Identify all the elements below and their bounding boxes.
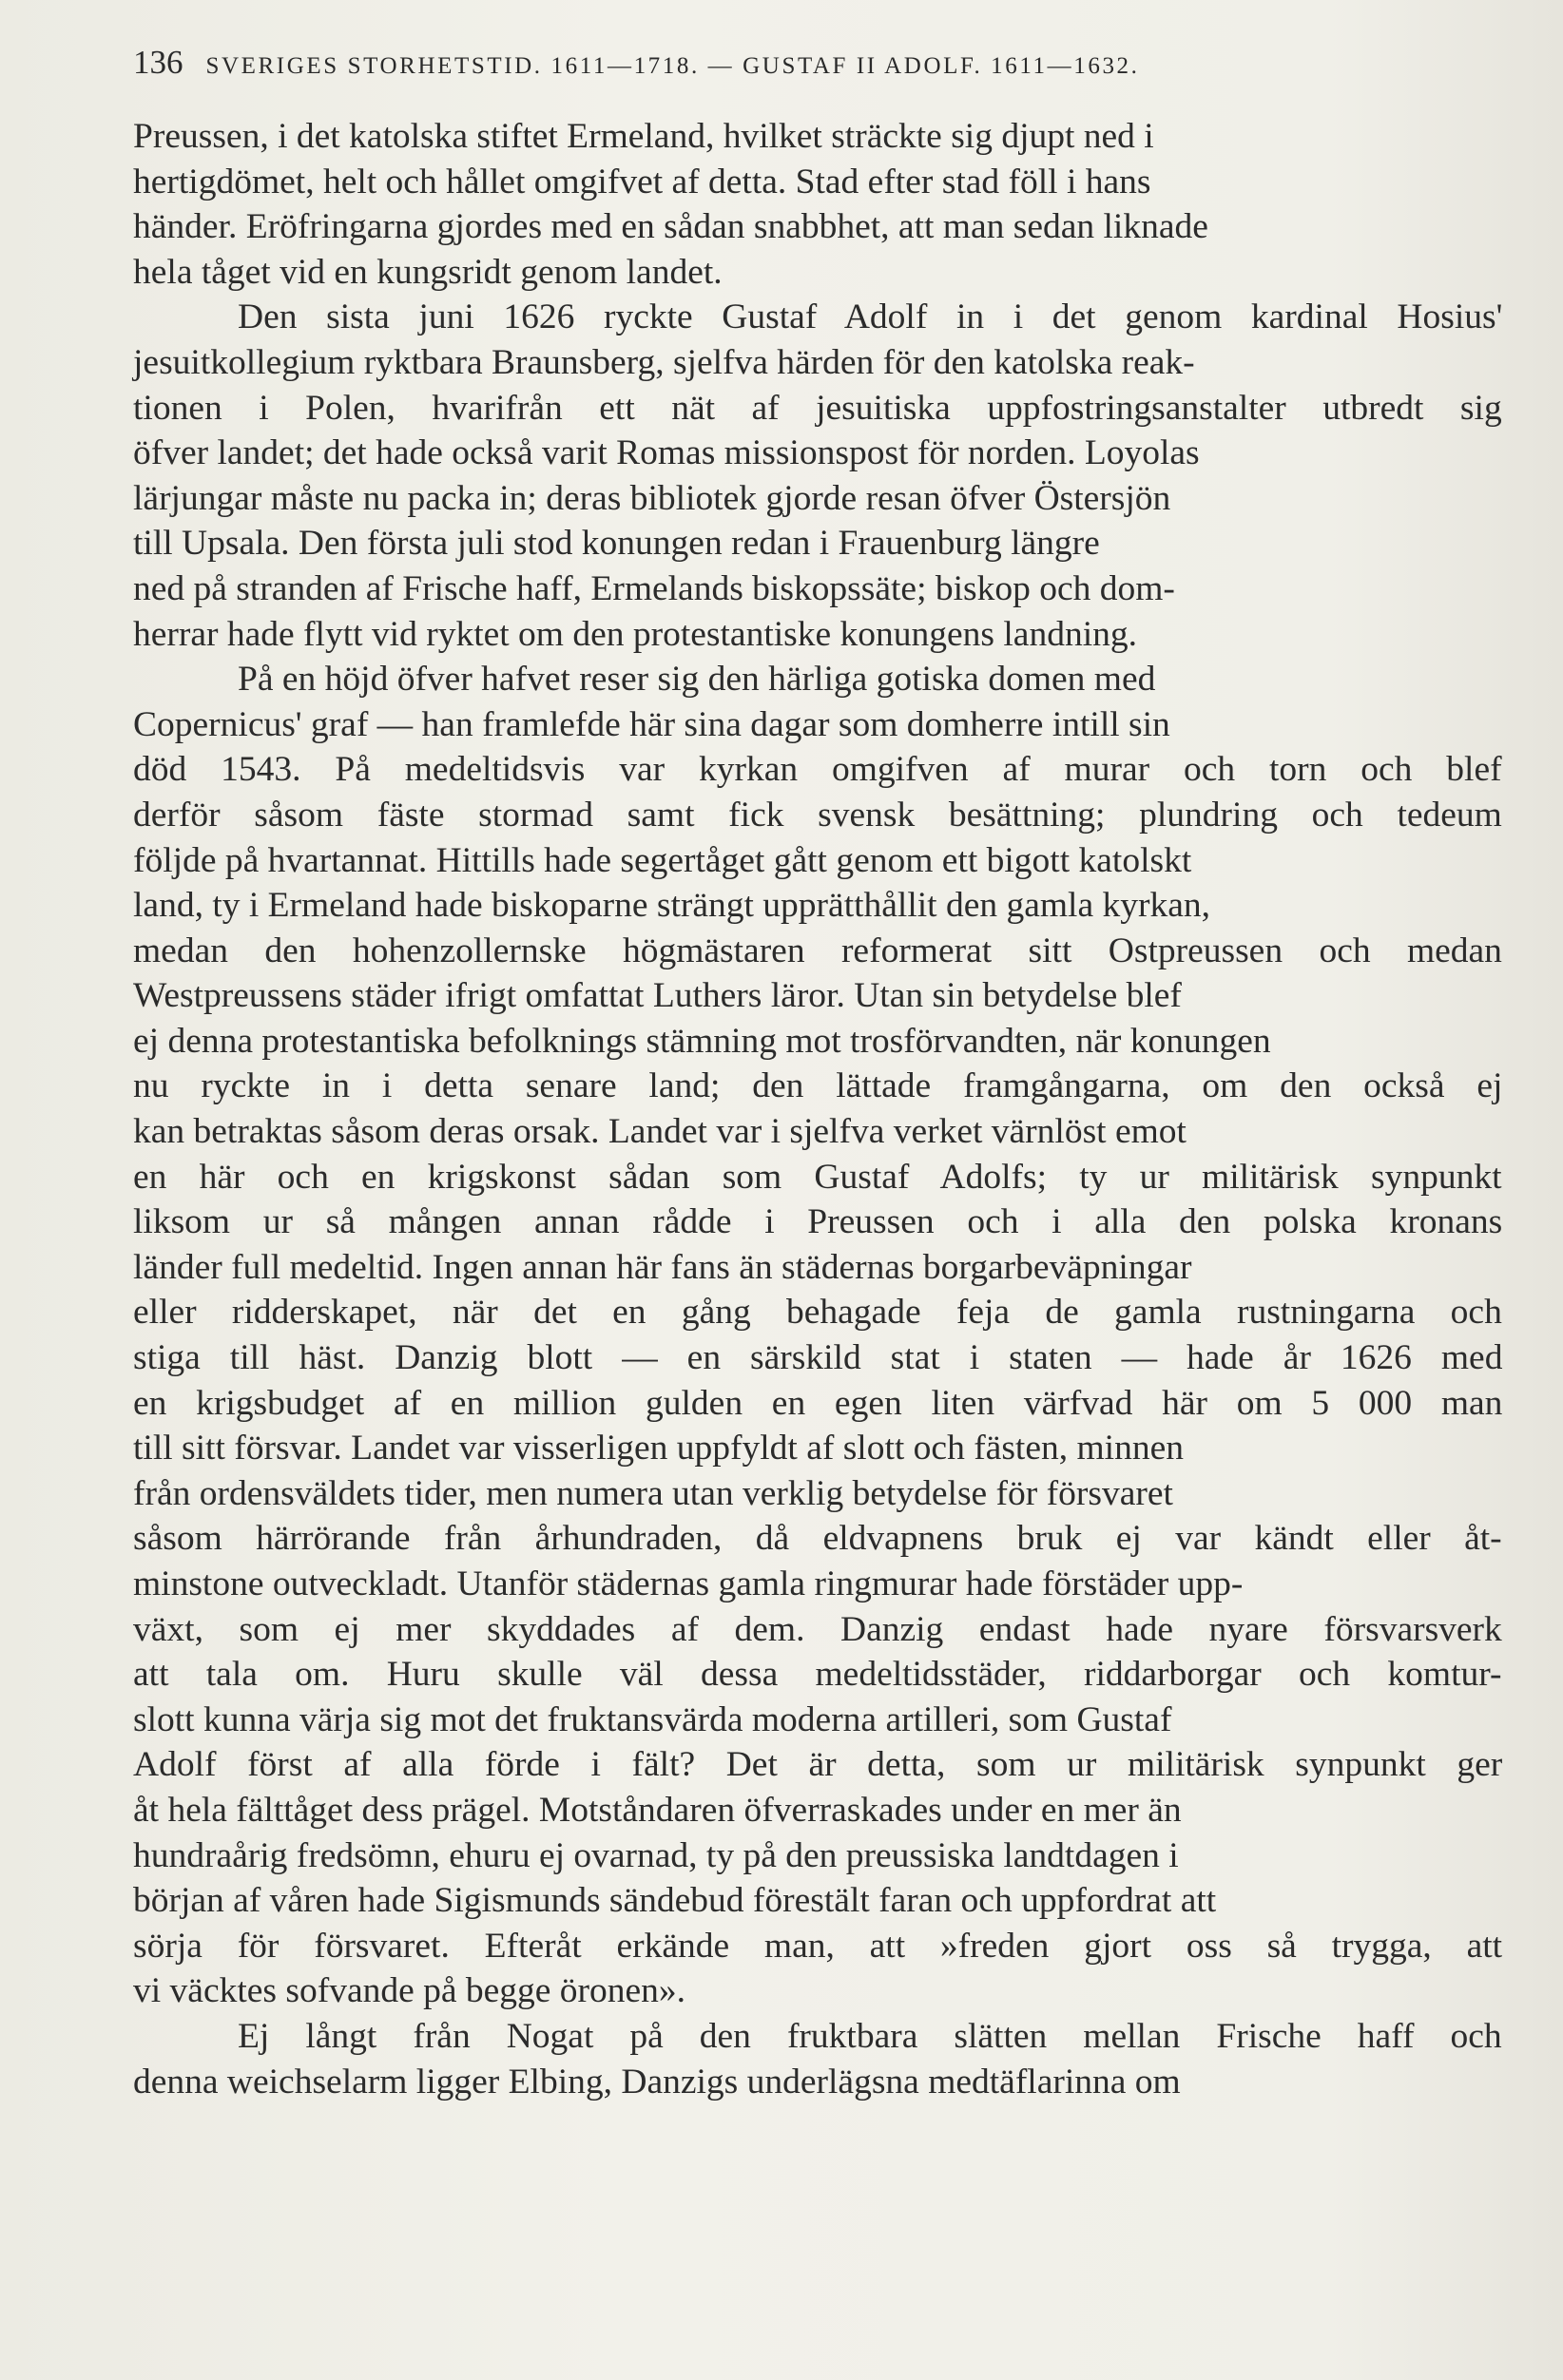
text-line: ej denna protestantiska befolknings stämning mot trosförvandten, när konungen [133, 1021, 1271, 1061]
text-line: hundraårig fredsömn, ehuru ej ovarnad, ty på den preussiska landtdagen i [133, 1835, 1179, 1875]
text-line: hertigdömet, helt och hållet omgifvet af detta. Stad efter stad föll i hans [133, 162, 1151, 202]
text-line: Westpreussens städer ifrigt omfattat Luthers läror. Utan sin betydelse blef [133, 976, 1182, 1016]
text-line: stiga till häst. Danzig blott — en särskild stat i staten — hade år 1626 med [133, 1338, 1503, 1378]
text-line: såsom härrörande från århundraden, då eldvapnens bruk ej var kändt eller åt- [133, 1519, 1502, 1559]
text-line: jesuitkollegium ryktbara Braunsberg, sjelfva härden för den katolska reak- [133, 342, 1195, 382]
text-line: Den sista juni 1626 ryckte Gustaf Adolf in i det genom kardinal Hosius' [238, 298, 1503, 337]
text-line: händer. Eröfringarna gjordes med en sådan snabbhet, att man sedan liknade [133, 207, 1208, 247]
text-line: en här och en krigskonst sådan som Gustaf Adolfs; ty ur militärisk synpunkt [133, 1157, 1502, 1197]
text-line: kan betraktas såsom deras orsak. Landet var i sjelfva verket värnlöst emot [133, 1112, 1187, 1152]
text-line: slott kunna värja sig mot det fruktansvärda moderna artilleri, som Gustaf [133, 1699, 1172, 1739]
text-line: derför såsom fäste stormad samt fick svensk besättning; plundring och tedeum [133, 795, 1502, 835]
text-line: Ej långt från Nogat på den fruktbara slätten mellan Frische haff och [238, 2016, 1502, 2056]
text-line: åt hela fälttåget dess prägel. Motståndaren öfverraskades under en mer än [133, 1790, 1182, 1830]
text-line: eller ridderskapet, när det en gång behagade feja de gamla rustningarna och [133, 1293, 1502, 1333]
text-line: På en höjd öfver hafvet reser sig den härliga gotiska domen med [238, 660, 1156, 700]
text-line: Adolf först af alla förde i fält? Det är detta, som ur militärisk synpunkt ger [133, 1745, 1503, 1785]
text-line: att tala om. Huru skulle väl dessa medeltidsstäder, riddarborgar och komtur- [133, 1655, 1502, 1695]
text-line: Preussen, i det katolska stiftet Ermeland, hvilket sträckte sig djupt ned i [133, 117, 1154, 156]
text-line: lärjungar måste nu packa in; deras bibliotek gjorde resan öfver Östersjön [133, 478, 1171, 518]
running-title: SVERIGES STORHETSTID. 1611—1718. — GUSTAF II ADOLF. 1611—1632. [205, 53, 1140, 79]
text-line: hela tåget vid en kungsridt genom landet. [133, 252, 723, 292]
text-line: liksom ur så mången annan rådde i Preussen och i alla den polska kronans [133, 1202, 1503, 1242]
text-line: nu ryckte in i detta senare land; den lättade framgångarna, om den också ej [133, 1066, 1503, 1106]
text-line: vi väcktes sofvande på begge öronen». [133, 1971, 686, 2011]
page-header [133, 44, 1483, 91]
text-line: sörja för försvaret. Efteråt erkände man, att »freden gjort oss så trygga, att [133, 1926, 1503, 1966]
page-number: 136 [133, 44, 183, 81]
text-line: till sitt försvar. Landet var visserligen uppfyldt af slott och fästen, minnen [133, 1429, 1184, 1468]
text-line: början af våren hade Sigismunds sändebud förestält faran och uppfordrat att [133, 1881, 1217, 1921]
text-line: Copernicus' graf — han framlefde här sina dagar som domherre intill sin [133, 704, 1170, 744]
text-line: öfver landet; det hade också varit Romas missionspost för norden. Loyolas [133, 433, 1200, 473]
text-line: minstone outveckladt. Utanför städernas gamla ringmurar hade förstäder upp- [133, 1564, 1244, 1603]
body-text [133, 114, 1502, 2104]
text-line: denna weichselarm ligger Elbing, Danzigs underlägsna medtäflarinna om [133, 2062, 1181, 2102]
text-line: länder full medeltid. Ingen annan här fans än städernas borgarbeväpningar [133, 1247, 1192, 1287]
text-line: växt, som ej mer skyddades af dem. Danzig endast hade nyare försvarsverk [133, 1609, 1502, 1649]
text-line: land, ty i Ermeland hade biskoparne strängt upprätthållit den gamla kyrkan, [133, 886, 1211, 926]
text-line: tionen i Polen, hvarifrån ett nät af jesuitiska uppfostringsanstalter utbredt sig [133, 388, 1502, 428]
text-line: följde på hvartannat. Hittills hade segertåget gått genom ett bigott katolskt [133, 840, 1192, 880]
text-line: medan den hohenzollernske högmästaren reformerat sitt Ostpreussen och medan [133, 931, 1502, 970]
text-line: död 1543. På medeltidsvis var kyrkan omgifven af murar och torn och blef [133, 750, 1502, 790]
text-line: en krigsbudget af en million gulden en egen liten värfvad här om 5 000 man [133, 1383, 1503, 1423]
text-line: till Upsala. Den första juli stod konungen redan i Frauenburg längre [133, 524, 1100, 564]
text-line: herrar hade flytt vid ryktet om den protestantiske konungens landning. [133, 614, 1137, 654]
text-line: från ordensväldets tider, men numera utan verklig betydelse för försvaret [133, 1473, 1173, 1513]
text-line: ned på stranden af Frische haff, Ermelands biskopssäte; biskop och dom- [133, 568, 1175, 608]
